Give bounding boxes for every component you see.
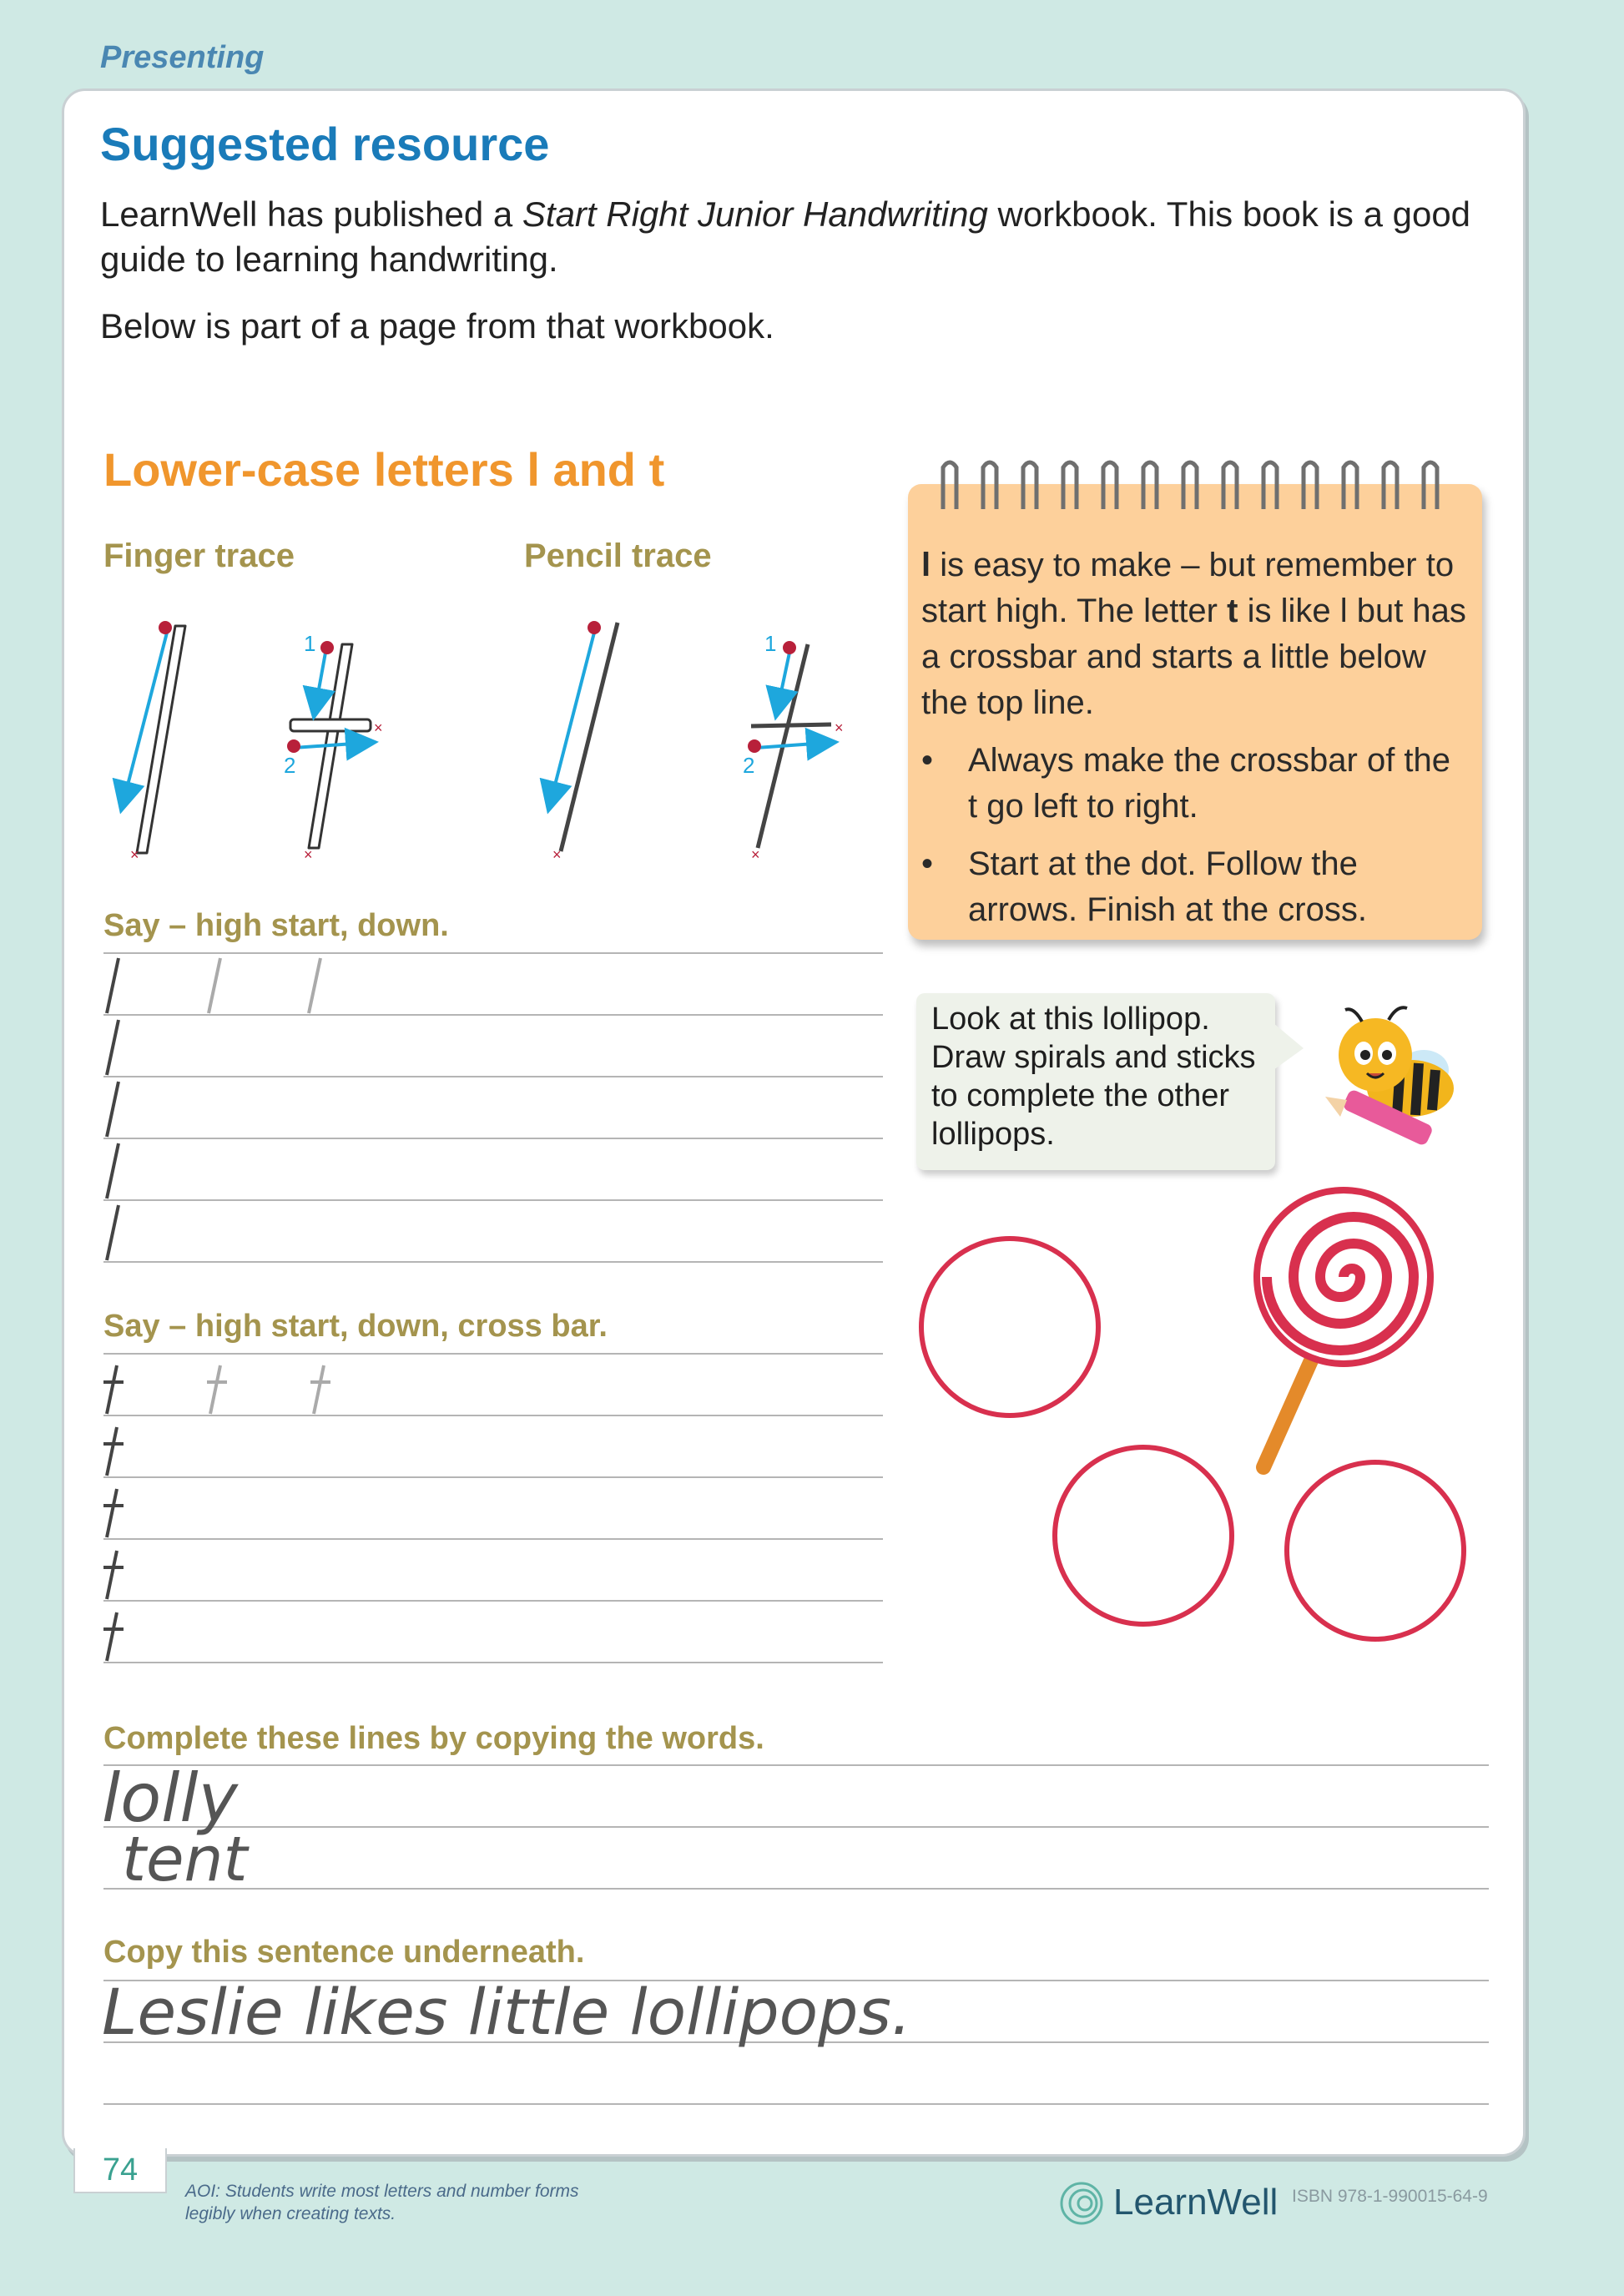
say-t-instruction: Say – high start, down, cross bar.	[103, 1309, 608, 1344]
intro-text-b: workbook. This book is a good guide to learning handwriting.	[100, 194, 1471, 279]
intro-paragraph	[100, 192, 1485, 282]
trace-diagrams	[100, 609, 868, 868]
note-bullet-1-text: Always make the crossbar of the t go left to right.	[968, 742, 1451, 825]
bubble-text: Look at this lollipop. Draw spirals and sticks to complete the other lollipops.	[931, 1002, 1256, 1152]
note-t-bold: t	[1227, 593, 1238, 629]
svg-text:×: ×	[130, 846, 139, 863]
step-2-label: 2	[284, 753, 296, 778]
note-bullet-1: • Always make the crossbar of the t go left to right.	[921, 738, 1455, 830]
spiral-binding	[926, 451, 1477, 526]
below-paragraph: Below is part of a page from that workbook.	[100, 306, 774, 346]
note-text-a: is easy to make – but remember to start high. The letter	[921, 547, 1455, 629]
card-title: Suggested resource	[100, 118, 550, 170]
note-bullet-2: • Start at the dot. Follow the arrows. Finish at the cross.	[921, 841, 1455, 933]
intro-text-a: LearnWell has published a	[100, 194, 522, 234]
empty-lollipop-2	[1055, 1447, 1232, 1624]
svg-text:×: ×	[374, 719, 383, 736]
pencil-trace-t	[743, 631, 844, 863]
say-l-instruction: Say – high start, down.	[103, 908, 449, 943]
complete-lines-instruction: Complete these lines by copying the words.	[103, 1721, 764, 1756]
lollipops-activity	[910, 1177, 1494, 1653]
rule	[103, 1888, 1489, 1890]
step-1-label: 1	[304, 631, 316, 656]
page-number: 74	[73, 2148, 167, 2193]
note-l-bold: l	[921, 547, 931, 583]
empty-lollipop-3	[1287, 1462, 1464, 1639]
empty-lollipop-1	[921, 1239, 1098, 1415]
svg-text:×: ×	[304, 846, 313, 863]
copy-sentence-instruction: Copy this sentence underneath.	[103, 1935, 585, 1970]
rule	[103, 2103, 1489, 2105]
bee-mascot-icon	[1317, 998, 1475, 1165]
svg-text:×: ×	[552, 846, 562, 863]
pencil-trace-heading: Pencil trace	[524, 537, 712, 574]
handwriting-word-tent: tent	[122, 1824, 248, 1895]
finger-trace-heading: Finger trace	[103, 537, 295, 574]
bubble-tail	[1273, 1023, 1307, 1073]
finger-trace-t	[284, 631, 383, 863]
step-2-label-pencil: 2	[743, 753, 755, 778]
workbook-title: Lower-case letters l and t	[103, 443, 665, 496]
intro-book-title: Start Right Junior Handwriting	[522, 194, 988, 234]
learnwell-logo-icon	[1058, 2180, 1105, 2227]
note-bullet-2-text: Start at the dot. Follow the arrows. Finish at the cross.	[968, 845, 1367, 928]
handwriting-sentence: Leslie likes little lollipops.	[102, 1975, 912, 2049]
brand-name: LearnWell	[1113, 2182, 1279, 2223]
handwriting-word-lolly: lolly	[102, 1759, 238, 1837]
isbn: ISBN 978-1-990015-64-9	[1292, 2187, 1488, 2206]
aoi-note: AOI: Students write most letters and number forms legibly when creating texts.	[185, 2182, 579, 2223]
example-lollipop	[1257, 1190, 1430, 1467]
section-label: Presenting	[100, 40, 265, 75]
step-1-label-pencil: 1	[764, 631, 777, 656]
finger-trace-l	[124, 621, 185, 863]
rule	[103, 1764, 1489, 1766]
pencil-trace-l	[551, 621, 618, 863]
note-text-b: is like l but has a crossbar and starts a little below the top line.	[921, 593, 1466, 721]
l-practice-lines	[100, 948, 885, 1265]
svg-text:×: ×	[751, 846, 760, 863]
rule	[103, 1826, 1489, 1828]
note-paragraph	[921, 542, 1472, 726]
t-practice-lines	[100, 1350, 885, 1668]
svg-text:×: ×	[835, 719, 844, 736]
